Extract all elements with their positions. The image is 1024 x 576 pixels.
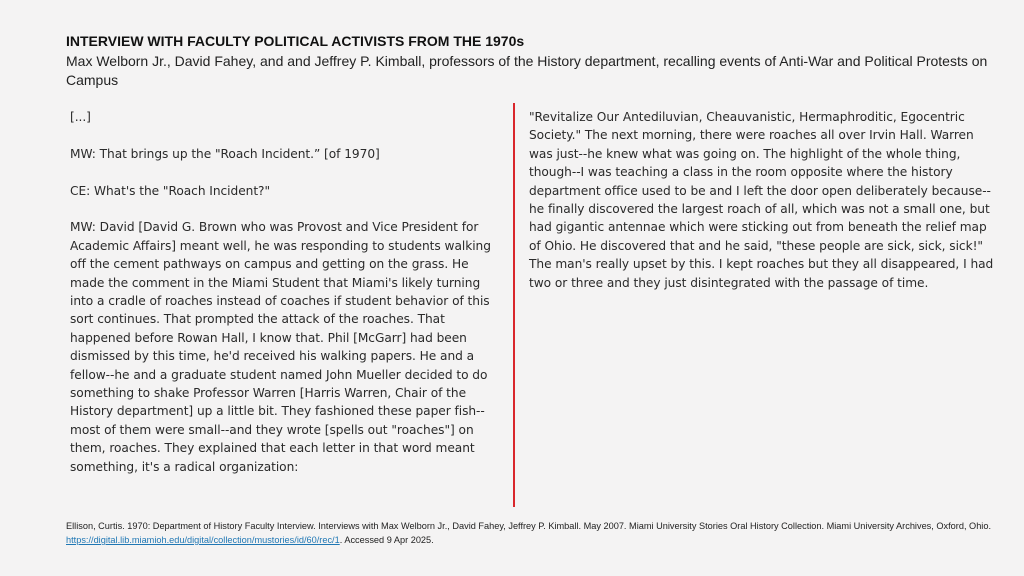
citation [66,519,1006,547]
paragraph: MW: That brings up the "Roach Incident.” [of 1970] [70,146,380,161]
page-title: INTERVIEW WITH FACULTY POLITICAL ACTIVISTS FROM THE 1970s [66,33,525,49]
paragraph: "Revitalize Our Antediluvian, Cheauvanistic, Hermaphroditic, Egocentric Society." The next morning, there were roaches all over Irvin Hall. Warren was just--he knew what was going on. The highlight of the whole thing, though--I was teaching a class in the room opposite where the history department office used to be and I left the door open deliberately because--he finally discovered the largest roach of all, which was not a small one, but had gigantic antennae which were sticking out from beneath the relief map of Ohio. He discovered that and he said, "these people are sick, sick, sick!" The man's really upset by this. I kept roaches but they all disappeared, I had two or three and they just disintegrated with the passage of time. [529,110,994,290]
paragraph: MW: David [David G. Brown who was Provost and Vice President for Academic Affairs] meant well, he was responding to students walking off the cement pathways on campus and getting on the grass. He made the comment in the Miami Student that Miami's likely turning into a cradle of roaches instead of coaches if student behavior of this sort continues. That prompted the attack of the roaches. That happened before Rowan Hall, I know that. Phil [McGarr] had been dismissed by this time, he'd received his walking papers. He and a fellow--he and a graduate student named John Mueller decided to do something to shake Professor Warren [Harris Warren, Chair of the History department] up a little bit. They fashioned these paper fish--most of them were small--and they wrote [spells out "roaches"] on them, roaches. They explained that each letter in that word meant something, it's a radical organization: [70,220,491,474]
paragraph: [...] [70,110,91,124]
column-divider [513,103,515,507]
citation-link[interactable]: https://digital.lib.miamioh.edu/digital/collection/mustories/id/60/rec/1 [66,535,340,545]
page-subtitle: Max Welborn Jr., David Fahey, and and Jeffrey P. Kimball, professors of the History department, recalling events of Anti-War and Political Protests on Campus [66,53,988,88]
citation-text: Ellison, Curtis. 1970: Department of History Faculty Interview. Interviews with Max Welborn Jr., David Fahey, Jeffrey P. Kimball. May 2007. Miami University Stories Oral History Collection. Miami University Archives, Oxford, Ohio. [66,521,992,531]
left-column [70,108,500,494]
paragraph: CE: What's the "Roach Incident?" [70,183,271,198]
citation-suffix: . Accessed 9 Apr 2025. [339,535,434,545]
right-column [529,108,999,310]
